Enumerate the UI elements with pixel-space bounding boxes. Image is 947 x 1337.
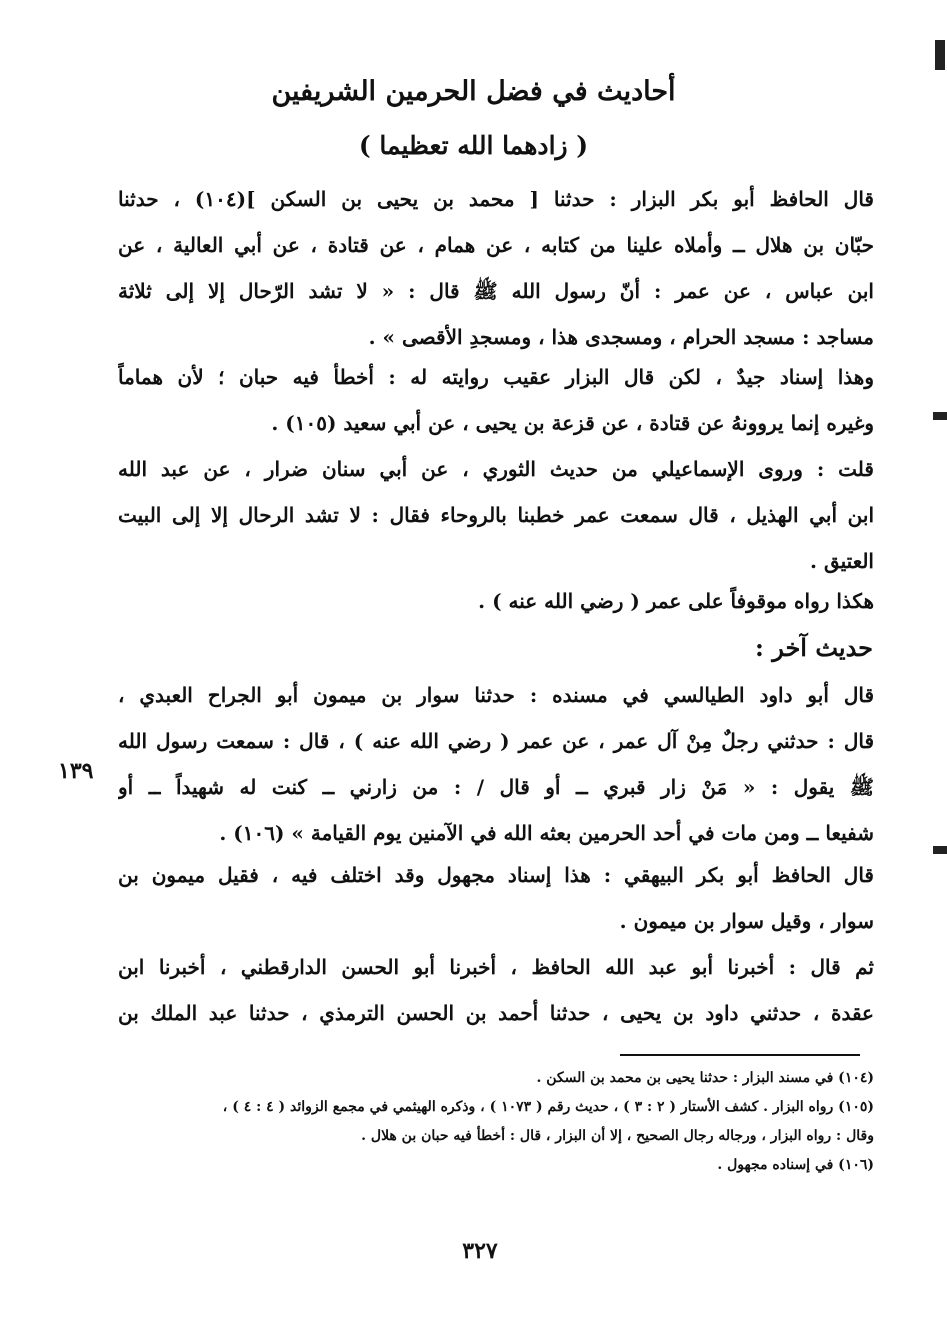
page-number: ٣٢٧ [462,1238,498,1264]
scan-edge-mark [935,40,945,70]
paragraph-ismaili [118,446,874,584]
text-line: قال : حدثني رجلٌ مِنْ آل عمر ، عن عمر ( رضي الله عنه ) ، قال : سمعت رسول الله [118,729,874,753]
footnote: وقال : رواه البزار ، ورجاله رجال الصحيح ، إلا أن البزار ، قال : أخطأ فيه حبان بن هلال . [361,1128,874,1144]
paragraph-mawquf [154,578,874,624]
text-line: ﷺ يقول : « مَنْ زار قبري ــ أو قال / : من زارني ــ كنت له شهيداً ــ أو [118,775,874,799]
text-line: ابن أبي الهذيل ، قال سمعت عمر خطبنا بالروحاء فقال : لا تشد الرحال إلا إلى البيت [118,503,874,527]
text-line: ثم قال : أخبرنا أبو عبد الله الحافظ ، أخبرنا أبو الحسن الدارقطني ، أخبرنا ابن [118,955,874,979]
text-line: عقدة ، حدثني داود بن يحيى ، حدثنا أحمد بن الحسن الترمذي ، حدثنا عبد الملك بن [118,1001,874,1025]
page-subtitle: ( زادهما الله تعظيما ) [358,131,589,160]
text-line: قلت : وروى الإسماعيلي من حديث الثوري ، عن أبي سنان ضرار ، عن عبد الله [118,457,874,481]
text-line: قال أبو داود الطيالسي في مسنده : حدثنا سوار بن ميمون أبو الجراح العبدي ، [118,683,874,707]
footnote: (١٠٦) في إسناده مجهول . [717,1157,874,1173]
scan-edge-mark [933,412,947,420]
text-line: حبّان بن هلال ــ وأملاه علينا من كتابه ، عن همام ، عن قتادة ، عن أبي العالية ، عن [118,233,874,257]
text-line: هكذا رواه موقوفاً على عمر ( رضي الله عنه ) . [478,589,874,613]
margin-page-number: ١٣٩ [58,758,94,784]
footnote: (١٠٥) رواه البزار . كشف الأستار ( ٢ : ٣ ) ، حديث رقم ( ١٠٧٣ ) ، وذكره الهيثمي في مجمع الزوائد ( ٤ : ٤ ) ، [222,1099,874,1115]
footnote: (١٠٤) في مسند البزار : حدثنا يحيى بن محمد بن السكن . [536,1070,874,1086]
paragraph-isnad [118,354,874,446]
text-line: سوار ، وقيل سوار بن ميمون . [619,909,874,933]
text-line: وغيره إنما يروونهُ عن قتادة ، عن قزعة بن يحيى ، عن أبي سعيد (١٠٥) . [271,411,874,435]
text-line: قال الحافظ أبو بكر البيهقي : هذا إسناد مجهول وقد اختلف فيه ، فقيل ميمون بن [118,863,874,887]
text-line: مساجد : مسجد الحرام ، ومسجدى هذا ، ومسجدِ الأقصى » . [368,325,874,349]
section-heading: حديث آخر : [755,633,873,662]
footnotes [150,1064,874,1180]
paragraph-tayalisi [118,672,874,856]
text-line: وهذا إسناد جيدٌ ، لكن قال البزار عقيب روايته له : أخطأ فيه حبان ؛ لأن هماماً [118,365,874,389]
text-line: ابن عباس ، عن عمر : أنّ رسول الله ﷺ قال : « لا تشد الرّحال إلا إلى ثلاثة [118,279,874,303]
text-line: شفيعا ــ ومن مات في أحد الحرمين بعثه الله في الآمنين يوم القيامة » (١٠٦) . [219,821,874,845]
scan-edge-mark [933,846,947,854]
text-line: العتيق . [810,549,874,573]
page-title: أحاديث في فضل الحرمين الشريفين [271,76,676,107]
paragraph-bazzar [118,176,874,360]
paragraph-bayhaqi [118,852,874,944]
footnote-divider [620,1054,860,1056]
text-line: قال الحافظ أبو بكر البزار : حدثنا [ محمد بن يحيى بن السكن ](١٠٤) ، حدثنا [118,187,874,211]
paragraph-akhbarana [118,944,874,1036]
